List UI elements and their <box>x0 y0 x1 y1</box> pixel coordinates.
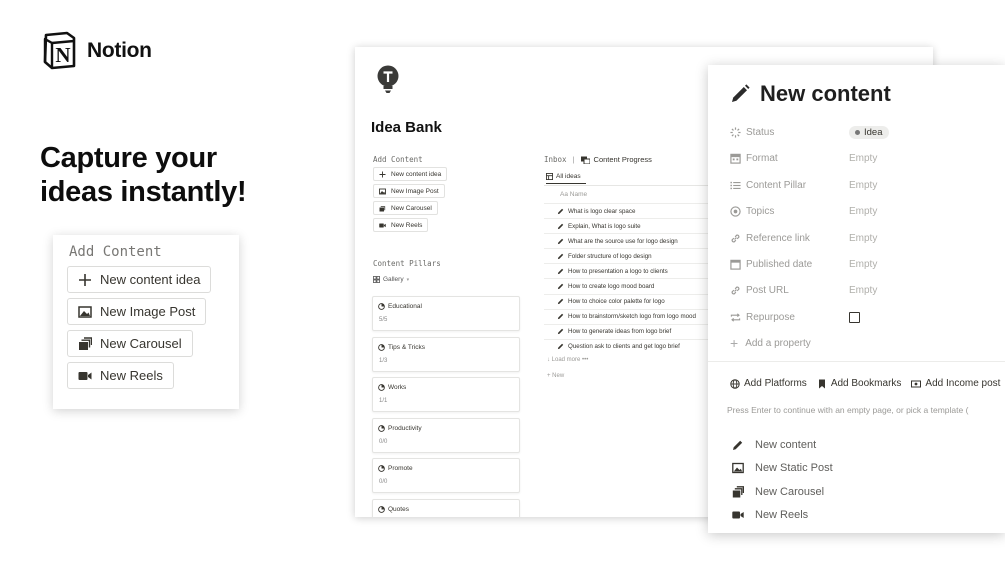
pillar-icon <box>378 344 385 351</box>
pillar-name: Promote <box>388 465 413 472</box>
status-icon <box>730 127 741 138</box>
template-new-reels[interactable] <box>732 509 808 521</box>
template-new-content[interactable] <box>732 439 816 451</box>
property-value: Empty <box>849 232 878 244</box>
property-name: Status <box>746 126 775 138</box>
repurpose-checkbox[interactable] <box>849 312 860 323</box>
pencil-icon <box>557 283 564 290</box>
row-title: Question ask to clients and get logo brief <box>568 343 680 351</box>
target-icon <box>730 206 741 217</box>
divider <box>708 361 1005 362</box>
globe-icon <box>730 379 740 389</box>
bookmark-icon <box>817 379 827 389</box>
property-value: Empty <box>849 179 878 191</box>
pencil-icon <box>732 439 744 451</box>
pillar-name: Tips & Tricks <box>388 344 425 351</box>
property-value: Empty <box>849 284 878 296</box>
section-label: Add Content <box>373 155 423 164</box>
lightbulb-icon <box>376 65 400 95</box>
page-title: Idea Bank <box>371 119 442 136</box>
headline-line-2: ideas instantly! <box>40 176 247 208</box>
property-format[interactable] <box>730 150 1005 166</box>
property-content-pillar[interactable] <box>730 177 1005 193</box>
button-label: New content idea <box>391 170 442 178</box>
property-name: Topics <box>746 205 775 217</box>
pillar-name: Productivity <box>388 425 422 432</box>
property-name: Format <box>746 152 778 164</box>
template-new-static-post[interactable] <box>732 462 833 474</box>
column-header-name[interactable]: Aa Name <box>560 191 588 198</box>
button-label: New Image Post <box>391 187 439 195</box>
image-icon <box>379 188 386 195</box>
calendar-format-icon <box>730 153 741 164</box>
image-icon <box>732 462 744 474</box>
new-image-post-button[interactable] <box>373 184 445 198</box>
pillar-card[interactable] <box>372 337 520 372</box>
link-icon <box>730 285 741 296</box>
pencil-icon <box>557 253 564 260</box>
add-bookmarks-button[interactable] <box>817 378 902 389</box>
brand-name: Notion <box>87 38 152 62</box>
pillar-count: 0/0 <box>379 479 388 485</box>
pillar-card[interactable] <box>372 418 520 453</box>
property-topics[interactable] <box>730 203 1005 219</box>
add-content-section <box>373 155 447 232</box>
property-reference-link[interactable] <box>730 230 1005 246</box>
button-label: New content idea <box>100 272 201 287</box>
new-image-post-button[interactable] <box>67 298 206 325</box>
button-label: New Reels <box>100 368 163 383</box>
row-title: Folder structure of logo design <box>568 252 652 260</box>
tab-separator: | <box>572 155 575 164</box>
new-carousel-button[interactable] <box>373 201 438 215</box>
headline-line-1: Capture your <box>40 142 217 174</box>
section-label: Content Pillars <box>373 259 441 268</box>
pencil-icon <box>557 343 564 350</box>
pillar-icon <box>378 303 385 310</box>
pillar-icon <box>378 425 385 432</box>
view-label: All ideas <box>556 173 581 180</box>
more-icon: ••• <box>580 357 589 363</box>
button-label: New Image Post <box>100 304 196 319</box>
template-actions <box>730 378 1005 389</box>
property-value: Empty <box>849 258 878 270</box>
pillar-card[interactable] <box>372 296 520 331</box>
link-icon <box>730 233 741 244</box>
add-income-post-button[interactable] <box>911 378 1000 389</box>
status-badge[interactable] <box>849 126 889 139</box>
pencil-icon <box>557 238 564 245</box>
tab-content-progress[interactable] <box>581 155 652 164</box>
new-content-idea-button[interactable] <box>67 266 211 293</box>
pillar-icon <box>378 465 385 472</box>
pillar-name: Quotes <box>388 506 409 513</box>
action-label: Add Bookmarks <box>830 378 902 389</box>
svg-text:N: N <box>55 43 71 67</box>
row-title: Explain, What is logo suite <box>568 222 641 230</box>
property-value: Empty <box>849 152 878 164</box>
notion-logo-icon <box>41 31 79 70</box>
pillar-name: Educational <box>388 303 422 310</box>
property-name: Published date <box>746 258 813 270</box>
new-reels-button[interactable] <box>67 362 174 389</box>
property-name: Post URL <box>746 284 789 296</box>
money-icon <box>911 379 921 389</box>
button-label: New Carousel <box>100 336 182 351</box>
button-label: New Reels <box>391 221 423 229</box>
page-title <box>730 81 891 107</box>
content-pillars-section <box>373 259 441 283</box>
pillar-icon <box>378 506 385 513</box>
property-repurpose[interactable] <box>730 309 1005 325</box>
new-content-panel <box>708 65 1005 533</box>
property-name: Content Pillar <box>746 179 807 191</box>
add-property-label: Add a property <box>745 337 811 349</box>
new-row-button[interactable] <box>547 373 564 379</box>
template-label: New Static Post <box>755 462 833 474</box>
action-label: Add Platforms <box>744 378 807 389</box>
repeat-icon <box>730 312 741 323</box>
plus-icon <box>379 171 386 178</box>
row-title: How to presentation a logo to clients <box>568 267 668 275</box>
plus-icon: + <box>730 335 739 351</box>
carousel-icon <box>78 337 92 351</box>
gallery-view-tab[interactable] <box>373 276 441 283</box>
pillar-count: 1/3 <box>379 358 388 364</box>
load-more-label: Load more <box>551 357 581 363</box>
video-icon <box>379 222 386 229</box>
row-title: How to create logo mood board <box>568 283 655 291</box>
new-content-idea-button[interactable] <box>373 167 447 181</box>
video-icon <box>78 369 92 383</box>
calendar-icon <box>730 259 741 270</box>
plus-icon: + <box>547 373 553 379</box>
page-title-text: New content <box>760 81 891 106</box>
pillar-card[interactable] <box>372 458 520 493</box>
template-new-carousel[interactable] <box>732 486 824 498</box>
new-carousel-button[interactable] <box>67 330 193 357</box>
button-label: New Carousel <box>391 204 432 212</box>
pencil-icon <box>557 223 564 230</box>
tab-inbox[interactable]: Inbox <box>544 155 567 164</box>
video-icon <box>732 509 744 521</box>
carousel-icon <box>379 205 386 212</box>
arrow-down-icon: ↓ <box>547 357 552 363</box>
new-row-label: New <box>552 373 565 379</box>
row-title: How to generate ideas from logo brief <box>568 328 672 336</box>
row-title: How to choice color palette for logo <box>568 298 665 306</box>
property-published-date[interactable] <box>730 256 1005 272</box>
table-icon <box>546 173 553 180</box>
pillar-card[interactable] <box>372 377 520 412</box>
template-hint: Press Enter to continue with an empty page, or pick a template ( <box>727 405 969 415</box>
pillar-count: 5/5 <box>379 317 388 323</box>
property-value: Empty <box>849 205 878 217</box>
add-platforms-button[interactable] <box>730 378 807 389</box>
chevron-down-icon: ▾ <box>406 276 410 283</box>
property-name: Repurpose <box>746 311 795 323</box>
status-dot-icon <box>855 130 860 135</box>
template-label: New Reels <box>755 509 809 521</box>
property-post-url[interactable] <box>730 282 1005 298</box>
pencil-icon <box>557 328 564 335</box>
template-label: New content <box>755 439 817 451</box>
board-icon <box>581 156 590 164</box>
pencil-icon <box>557 208 564 215</box>
pencil-icon <box>730 84 750 104</box>
add-property-button[interactable] <box>730 335 811 351</box>
action-label: Add Income post <box>925 378 1001 389</box>
list-icon <box>730 180 741 191</box>
all-ideas-view-tab[interactable] <box>546 173 586 184</box>
gallery-icon <box>373 276 380 283</box>
property-name: Reference link <box>746 232 810 244</box>
add-content-title: Add Content <box>69 244 162 260</box>
pencil-icon <box>557 313 564 320</box>
plus-icon <box>78 273 92 287</box>
pillar-name: Works <box>388 384 407 391</box>
pillar-card[interactable] <box>372 499 520 517</box>
new-reels-button[interactable] <box>373 218 428 232</box>
property-status[interactable] <box>730 124 1005 140</box>
pillar-count: 1/1 <box>379 398 388 404</box>
status-value: Idea <box>864 126 883 138</box>
row-title: How to brainstorm/sketch logo from logo mood <box>568 313 696 321</box>
pencil-icon <box>557 298 564 305</box>
add-content-card <box>53 235 239 409</box>
pencil-icon <box>557 268 564 275</box>
image-icon <box>78 305 92 319</box>
tab-label: Content Progress <box>593 155 652 164</box>
row-title: What is logo clear space <box>568 207 636 215</box>
row-title: What are the source use for logo design <box>568 237 678 245</box>
notion-logo <box>41 31 152 70</box>
load-more-button[interactable] <box>547 357 588 363</box>
pillar-count: 0/0 <box>379 439 388 445</box>
headline <box>40 141 300 209</box>
carousel-icon <box>732 486 744 498</box>
view-label: Gallery <box>383 276 404 283</box>
template-label: New Carousel <box>755 486 825 498</box>
pillar-icon <box>378 384 385 391</box>
